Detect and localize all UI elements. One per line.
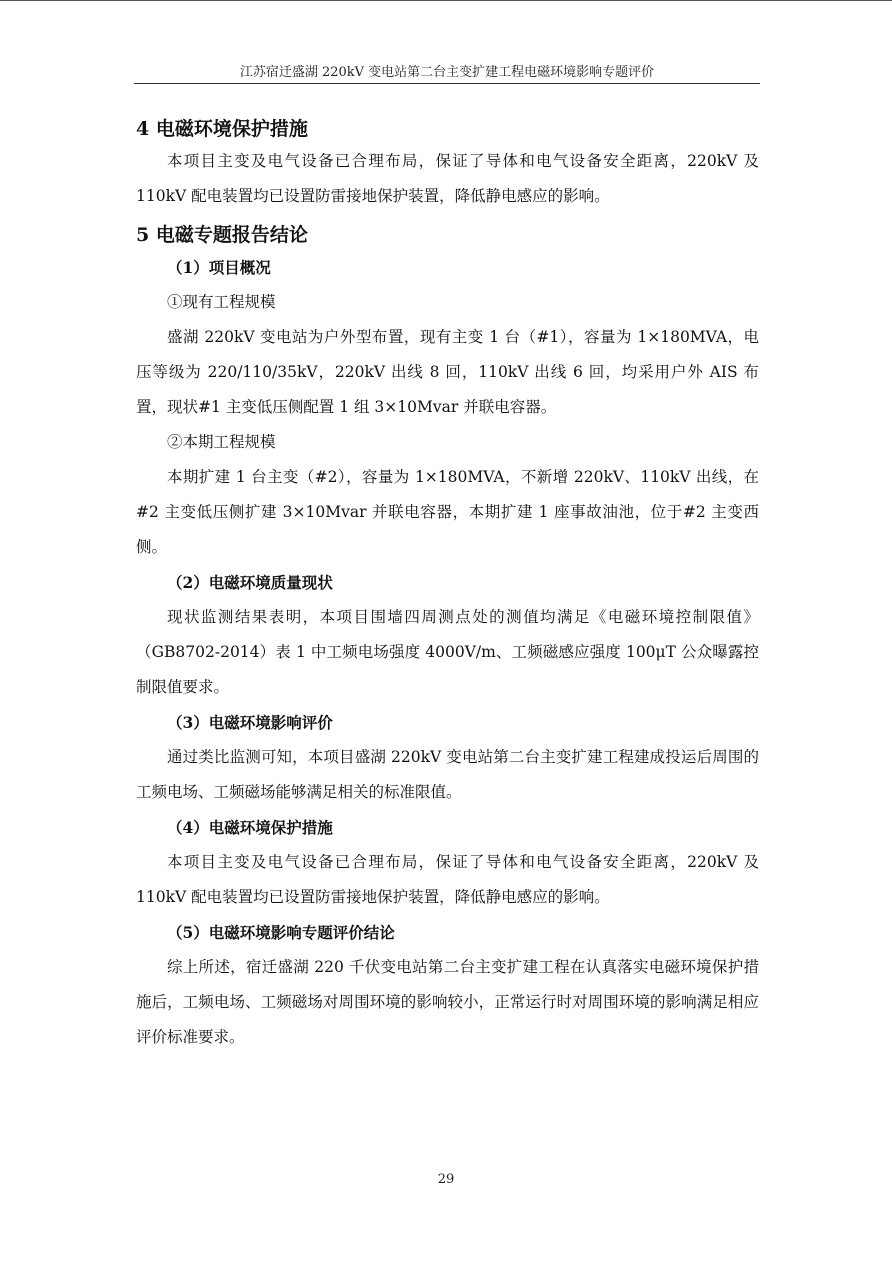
subsection-4-paragraph: 本项目主变及电气设备已合理布局，保证了导体和电气设备安全距离，220kV 及 110kV 配电装置均已设置防雷接地保护装置，降低静电感应的影响。 [136,853,759,906]
document-body [136,114,759,1055]
existing-project-title: ①现有工程规模 [167,293,276,311]
subsection-5-heading: （5）电磁环境影响专题评价结论 [167,923,395,942]
subsection-2-heading: （2）电磁环境质量现状 [167,573,333,592]
subsection-2-paragraph: 现状监测结果表明，本项目围墙四周测点处的测值均满足《电磁环境控制限值》（GB8702-2014）表 1 中工频电场强度 4000V/m、工频磁感应强度 100μT 公众曝露控制限值要求。 [136,608,759,696]
existing-project-paragraph: 盛湖 220kV 变电站为户外型布置，现有主变 1 台（#1），容量为 1×180MVA，电压等级为 220/110/35kV，220kV 出线 8 回，110kV 出线 6 回，均采用户外 AIS 布置，现状#1 主变低压侧配置 1 组 3×10Mvar 并联电容器。 [136,328,759,416]
current-project-title: ②本期工程规模 [167,433,276,451]
page-top-border [0,0,892,1]
subsection-3-heading: （3）电磁环境影响评价 [167,713,333,732]
header-rule [134,83,760,84]
subsection-4-heading: （4）电磁环境保护措施 [167,818,333,837]
current-project-paragraph: 本期扩建 1 台主变（#2），容量为 1×180MVA，不新增 220kV、110kV 出线，在#2 主变低压侧扩建 3×10Mvar 并联电容器，本期扩建 1 座事故油池，位于#2 主变西侧。 [136,468,759,556]
page-number: 29 [437,1172,455,1187]
section-5-heading: 5 电磁专题报告结论 [136,224,308,246]
subsection-5-paragraph: 综上所述，宿迁盛湖 220 千伏变电站第二台主变扩建工程在认真落实电磁环境保护措施后，工频电场、工频磁场对周围环境的影响较小，正常运行时对周围环境的影响满足相应评价标准要求。 [136,958,759,1046]
section-4-heading: 4 电磁环境保护措施 [136,118,308,140]
subsection-3-paragraph: 通过类比监测可知，本项目盛湖 220kV 变电站第二台主变扩建工程建成投运后周围的工频电场、工频磁场能够满足相关的标准限值。 [136,748,759,801]
section-4-paragraph: 本项目主变及电气设备已合理布局，保证了导体和电气设备安全距离，220kV 及 110kV 配电装置均已设置防雷接地保护装置，降低静电感应的影响。 [136,152,759,205]
running-header: 江苏宿迁盛湖 220kV 变电站第二台主变扩建工程电磁环境影响专题评价 [239,65,655,80]
subsection-1-heading: （1）项目概况 [167,258,271,277]
